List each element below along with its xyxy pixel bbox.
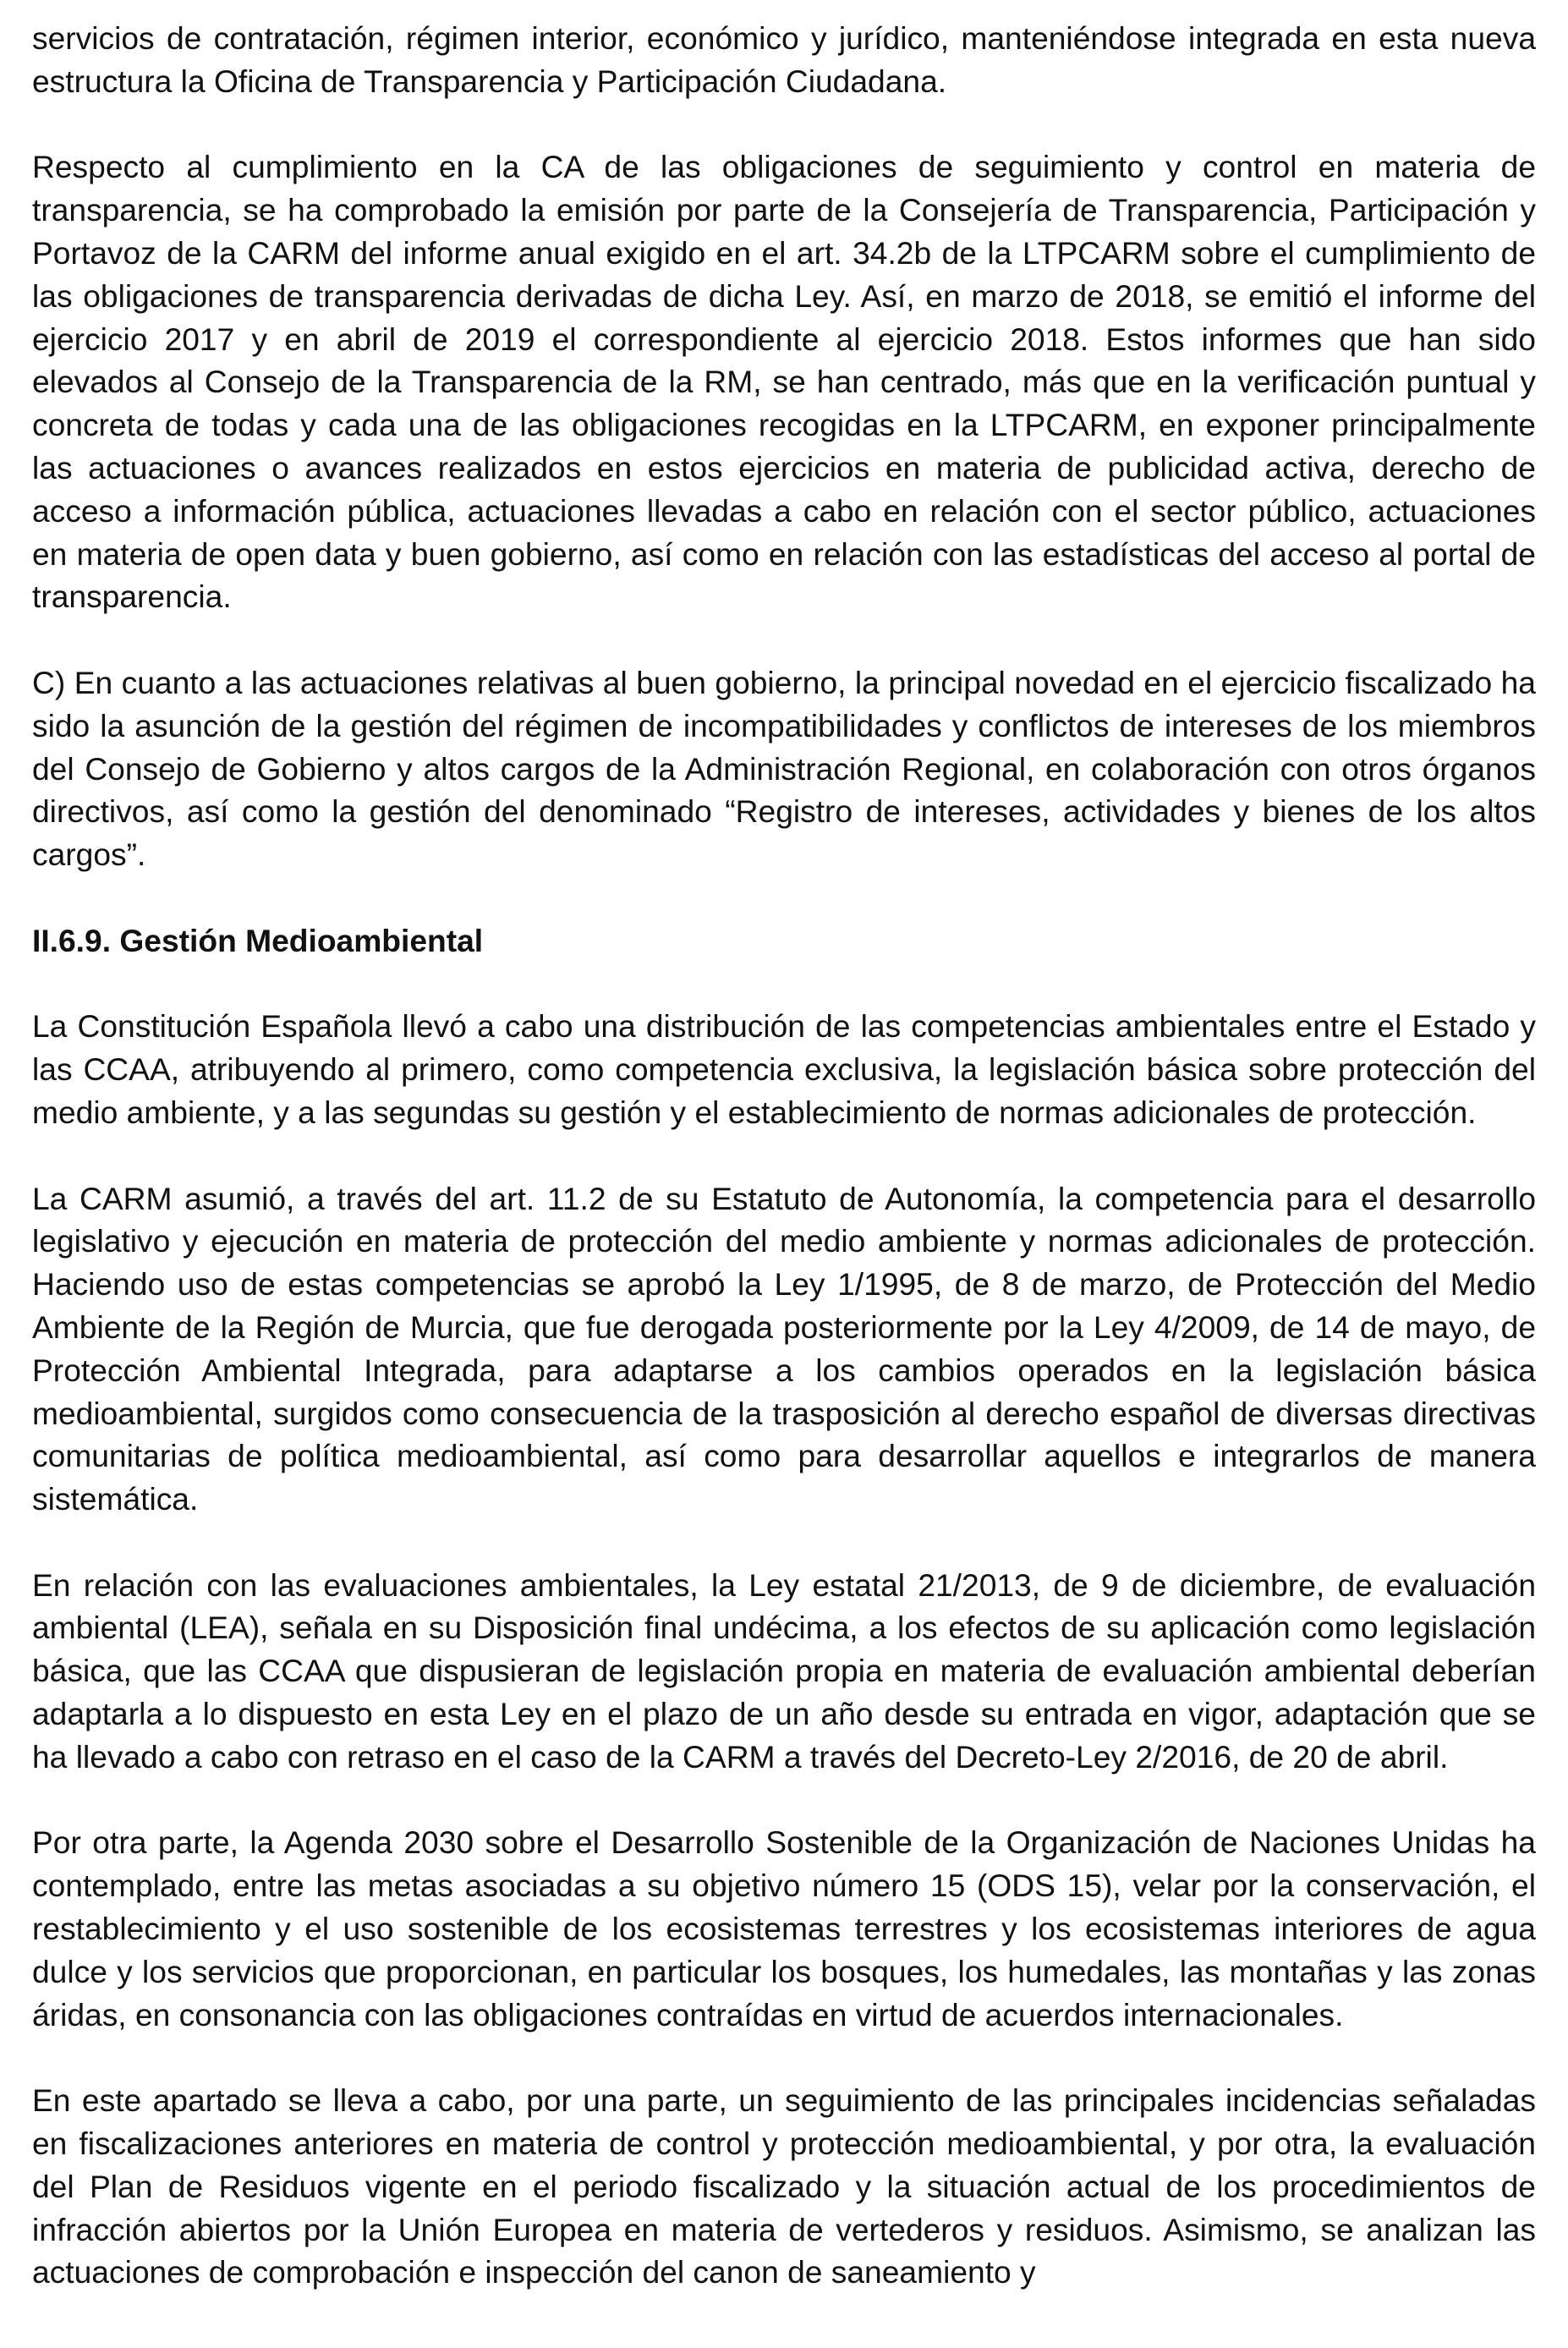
paragraph-section-scope: En este apartado se lleva a cabo, por una parte, un seguimiento de las principales incidencias señaladas en fiscalizaciones anteriores en materia de control y protección medioambiental, y por otra, la evaluación del Plan de Residuos vigente en el periodo fiscalizado y la situación actual de los procedimientos de infracción abiertos por la Unión Europea en materia de vertederos y residuos. Asimismo, se analizan las actuaciones de comprobación e inspección del canon de saneamiento y — [32, 2082, 1536, 2290]
paragraph-good-governance: C) En cuanto a las actuaciones relativas al buen gobierno, la principal novedad en el ejercicio fiscalizado ha sido la asunción de la gestión del régimen de incompatibilidades y conflictos de intereses de los miembros del Consejo de Gobierno y altos cargos de la Administración Regional, en colaboración con otros órganos directivos, así como la gestión del denominado “Registro de intereses, actividades y bienes de los altos cargos”. — [32, 664, 1536, 873]
paragraph-agenda-2030: Por otra parte, la Agenda 2030 sobre el Desarrollo Sostenible de la Organización de Naciones Unidas ha contemplado, entre las metas asociadas a su objetivo número 15 (ODS 15), velar por la conservación, el restablecimiento y el uso sostenible de los ecosistemas terrestres y los ecosistemas interiores de agua dulce y los servicios que proporcionan, en particular los bosques, los humedales, las montañas y las zonas áridas, en consonancia con las obligaciones contraídas en virtud de acuerdos internacionales. — [32, 1824, 1536, 2033]
paragraph-carm-competence: La CARM asumió, a través del art. 11.2 de su Estatuto de Autonomía, la competencia para el desarrollo legislativo y ejecución en materia de protección del medio ambiente y normas adicionales de protección. Haciendo uso de estas competencias se aprobó la Ley 1/1995, de 8 de marzo, de Protección del Medio Ambiente de la Región de Murcia, que fue derogada posteriormente por la Ley 4/2009, de 14 de mayo, de Protección Ambiental Integrada, para adaptarse a los cambios operados en la legislación básica medioambiental, surgidos como consecuencia de la trasposición al derecho español de diversas directivas comunitarias de política medioambiental, así como para desarrollar aquellos e integrarlos de manera sistemática. — [32, 1180, 1536, 1517]
paragraph-contratacion-continuation: servicios de contratación, régimen interior, económico y jurídico, manteniéndose integrada en esta nueva estructura la Oficina de Transparencia y Participación Ciudadana. — [32, 20, 1536, 99]
paragraph-constitution: La Constitución Española llevó a cabo una distribución de las competencias ambientales entre el Estado y las CCAA, atribuyendo al primero, como competencia exclusiva, la legislación básica sobre protección del medio ambiente, y a las segundas su gestión y el establecimiento de normas adicionales de protección. — [32, 1008, 1536, 1130]
paragraph-transparency-reports: Respecto al cumplimiento en la CA de las obligaciones de seguimiento y control en materia de transparencia, se ha comprobado la emisión por parte de la Consejería de Transparencia, Participación y Portavoz de la CARM del informe anual exigido en el art. 34.2b de la LTPCARM sobre el cumplimiento de las obligaciones de transparencia derivadas de dicha Ley. Así, en marzo de 2018, se emitió el informe del ejercicio 2017 y en abril de 2019 el correspondiente al ejercicio 2018. Estos informes que han sido elevados al Consejo de la Transparencia de la RM, se han centrado, más que en la verificación puntual y concreta de todas y cada una de las obligaciones recogidas en la LTPCARM, en exponer principalmente las actuaciones o avances realizados en estos ejercicios en materia de publicidad activa, derecho de acceso a información pública, actuaciones llevadas a cabo en relación con el sector público, actuaciones en materia de open data y buen gobierno, así como en relación con las estadísticas del acceso al portal de transparencia. — [32, 149, 1536, 615]
section-heading: II.6.9. Gestión Medioambiental — [32, 922, 484, 958]
document-page — [32, 17, 1536, 2294]
paragraph-environmental-evaluation: En relación con las evaluaciones ambientales, la Ley estatal 21/2013, de 9 de diciembre, de evaluación ambiental (LEA), señala en su Disposición final undécima, a los efectos de su aplicación como legislación básica, que las CCAA que dispusieran de legislación propia en materia de evaluación ambiental deberían adaptarla a lo dispuesto en esta Ley en el plazo de un año desde su entrada en vigor, adaptación que se ha llevado a cabo con retraso en el caso de la CARM a través del Decreto-Ley 2/2016, de 20 de abril. — [32, 1566, 1536, 1775]
